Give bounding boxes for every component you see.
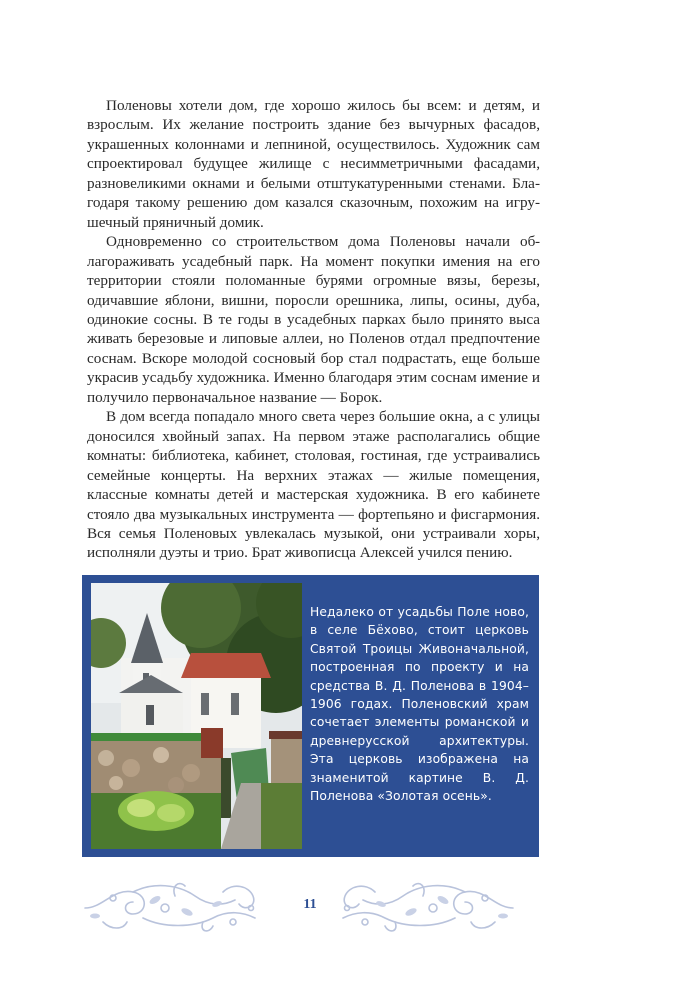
paragraph-2 [87, 232, 540, 407]
text-line: разновеликими окнами и белыми отштукатуренными стенами. Бла [87, 174, 540, 192]
text-line: комнаты: библиотека, кабинет, столовая, гостиная, где устраива [87, 447, 511, 465]
caption-line: Недалеко от усадьбы Поле [310, 605, 490, 619]
text-line: Поленовы хотели дом, где хорошо жилось бы всем: и детям, [106, 97, 532, 114]
floral-ornament-left [83, 878, 263, 934]
text-line: годаря такому решению дом казался сказочным, похожим на игру [87, 194, 540, 212]
text-line: Одновременно со строительством дома Поленовы начали об [106, 233, 540, 251]
paragraph-1 [87, 96, 540, 232]
caption-line: нерусской архитектуры. Эта [310, 733, 529, 767]
caption-line: ленова в 1904–1906 годах. [310, 678, 529, 712]
text-line: Вся семья Поленовых увлекалась музыкой, они устраивали хоры, [87, 524, 540, 542]
text-line: классные комнаты детей и мастерская художника. В его кабинете [87, 486, 540, 504]
text-line: одинокие сосны. В те годы в усадебных парках было принято выса [87, 310, 540, 328]
text-line: В дом всегда попадало много света через большие окна, а с улицы [106, 408, 540, 426]
text-line: шечный пряничный домик. [87, 213, 264, 231]
text-line: исполняли дуэты и трио. Брат живописца Алексей учился пению. [87, 544, 513, 562]
caption-line: Поленовский храм сочетает [310, 697, 529, 730]
caption-line: нитой картине В. Д. Поленова [310, 770, 529, 804]
text-line: лагораживать усадебный парк. На момент покупки имения на его [87, 252, 540, 270]
floral-ornament-right [335, 878, 515, 934]
text-line: спроектировал будущее жилище с несимметричными фасадами, [87, 155, 540, 173]
caption-line: воначальной, построенная по [310, 641, 529, 675]
text-line: украшенных колоннами и лепниной, осуществилось. Художник сам [87, 135, 540, 153]
caption-line: церковь Святой Троицы Жи [310, 623, 529, 656]
body-text [87, 96, 540, 563]
church-photo-illustration [91, 583, 302, 849]
caption-line: проекту и на средства В. Д. По [310, 660, 530, 693]
page-number: 11 [303, 897, 317, 912]
photo-caption [310, 603, 529, 805]
text-line: живать березовые и липовые аллеи, но Поленов отдал предпочтение [87, 330, 540, 348]
text-line: и получило первоначальное название — Борок. [87, 369, 540, 406]
church-photo [91, 583, 302, 849]
text-line: украсив усадьбу художника. Именно благодаря этим соснам имение [87, 369, 532, 387]
paragraph-3 [87, 407, 540, 563]
text-line: одичавшие яблони, вишни, поросли орешника, липы, осины, дуба, [87, 291, 540, 309]
caption-line: элементы романской и древ [310, 715, 530, 748]
text-line: соснам. Вскоре молодой сосновый бор стал подрастать, еще больше [87, 349, 540, 367]
caption-line: ново, в селе Бёхово, стоит [310, 605, 529, 638]
church-callout-box [82, 575, 539, 857]
caption-line: церковь изображена на знаме [310, 752, 529, 785]
text-line: доносился хвойный запах. На первом этаже располагались общие [87, 427, 540, 445]
caption-line: «Золотая осень». [377, 789, 492, 804]
page-footer [0, 878, 682, 938]
text-line: и взрослым. Их желание построить здание без вычурных фасадов, [87, 97, 540, 134]
text-line: стояло два музыкальных инструмента — фортепьяно и фисгармония. [87, 505, 540, 523]
text-line: территории стояли поломанные бурями огромные вязы, березы, [87, 272, 540, 290]
text-line: лись семейные концерты. На верхних этажах — жилые помещения, [87, 447, 540, 484]
